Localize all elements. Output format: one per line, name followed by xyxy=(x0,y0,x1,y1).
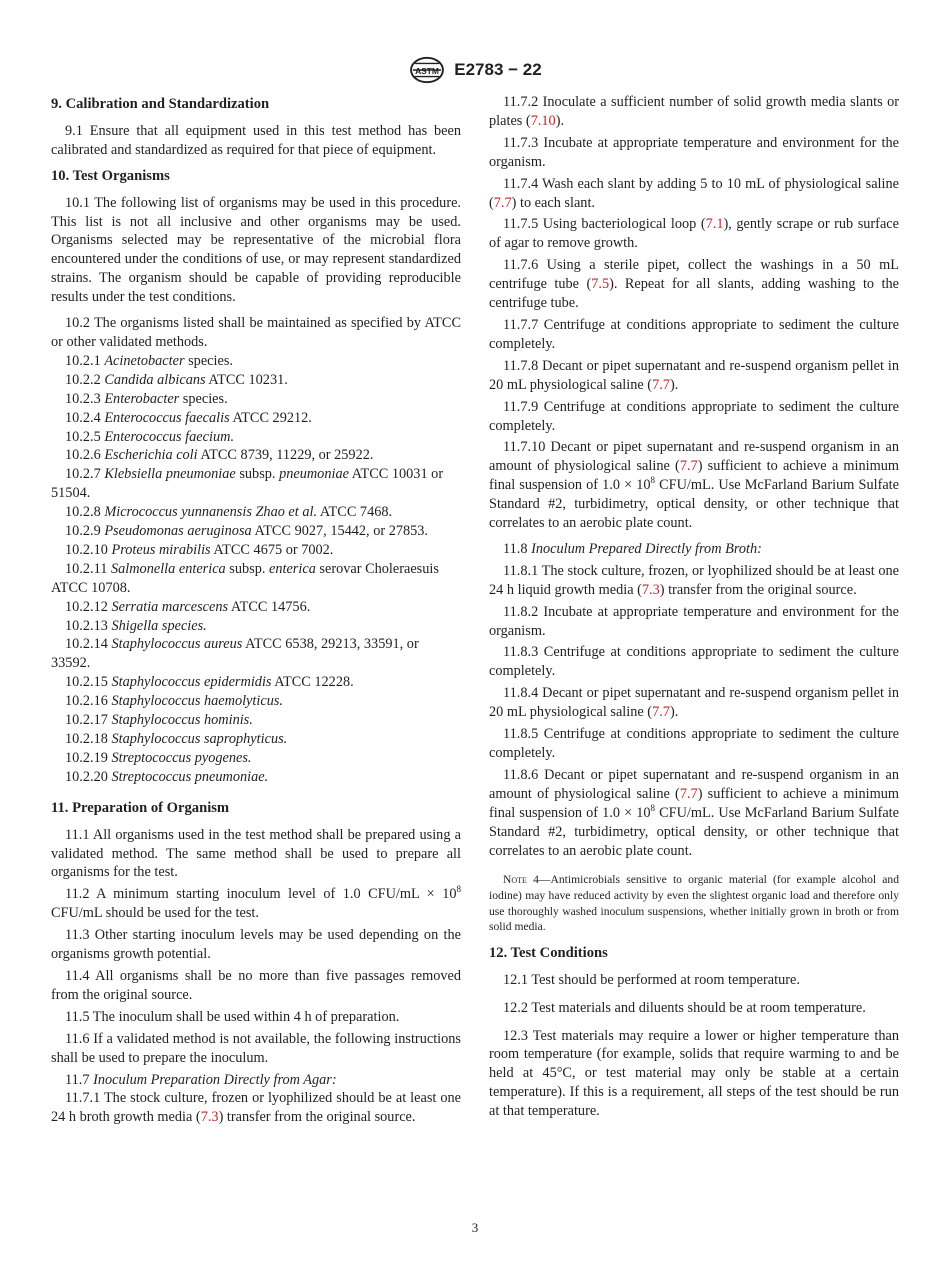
list-item-number: 10.2.9 xyxy=(65,523,101,540)
superscript: 8 xyxy=(456,884,461,895)
text: ATCC 29212. xyxy=(229,409,312,426)
list-item xyxy=(51,692,461,711)
page-number: 3 xyxy=(471,1220,479,1235)
left-column xyxy=(51,93,461,1130)
text: ATCC 6538, 29213, 33591, or 33592. xyxy=(51,636,419,672)
organism-name: Staphylococcus hominis. xyxy=(111,712,253,729)
organism-name: Staphylococcus saprophyticus. xyxy=(111,731,288,747)
text: 11.7.1 The stock culture, frozen or lyophilized should be at least one 24 h broth growth media ( xyxy=(51,1090,461,1126)
text: ATCC 14756. xyxy=(228,598,311,615)
italic-text: Inoculum Prepared Directly from Broth: xyxy=(531,540,762,557)
organism-name: Candida albicans xyxy=(104,371,206,388)
list-item xyxy=(51,522,461,541)
list-item-number: 10.2.2 xyxy=(65,371,101,388)
text: ) sufficient to achieve a minimum final suspension of 1.0 × 10 xyxy=(489,458,899,494)
note xyxy=(489,872,899,934)
section-heading: 12. Test Conditions xyxy=(489,944,608,961)
text: CFU/mL. Use McFarland Barium Sulfate Standard #2, turbidimetry, optical density, or other technique that correlates to an aerobic plate count. xyxy=(489,804,899,859)
text: ). xyxy=(669,704,679,721)
paragraph xyxy=(51,1071,461,1090)
text: ). Repeat for all slants, adding washing to the centrifuge tube. xyxy=(489,276,899,312)
paragraph xyxy=(489,438,899,533)
paragraph: 11.7.9 Centrifuge at conditions appropriate to sediment the culture completely. xyxy=(489,398,899,434)
note-label: Note xyxy=(503,873,527,887)
list-item xyxy=(51,598,461,617)
list-item-number: 10.2.14 xyxy=(65,636,108,653)
text: 11.2 A minimum starting inoculum level of 1.0 CFU/mL × 10 xyxy=(65,886,457,903)
paragraph: 12.1 Test should be performed at room temperature. xyxy=(503,971,800,988)
superscript: 8 xyxy=(650,475,656,486)
text: ), gently scrape or rub surface of agar to remove growth. xyxy=(489,216,899,252)
paragraph: 11.7.3 Incubate at appropriate temperature and environment for the organism. xyxy=(489,134,899,170)
text: 11.7.8 Decant or pipet supernatant and re-suspend organism pellet in 20 mL physiological saline ( xyxy=(489,357,899,393)
list-item xyxy=(51,768,461,787)
text: ATCC 9027, 15442, or 27853. xyxy=(251,523,429,540)
cross-reference-link[interactable]: 7.3 xyxy=(641,581,660,598)
paragraph: 11.1 All organisms used in the test method shall be prepared using a validated method. The same method shall be used to prepare all organisms for the test. xyxy=(51,826,461,881)
list-item xyxy=(51,541,461,560)
organism-name: Serratia marcescens xyxy=(111,598,229,615)
list-item-number: 10.2.18 xyxy=(65,731,108,747)
cross-reference-link[interactable]: 7.7 xyxy=(652,704,670,721)
text: subsp. xyxy=(235,466,280,483)
paragraph: 11.4 All organisms shall be no more than five passages removed from the original source. xyxy=(51,967,461,1003)
paragraph xyxy=(51,885,461,923)
text: 11.8.4 Decant or pipet supernatant and re-suspend organism pellet in 20 mL physiological saline ( xyxy=(489,685,899,721)
cross-reference-link[interactable]: 7.1 xyxy=(705,216,724,233)
paragraph: 11.3 Other starting inoculum levels may be used depending on the organisms growth potential. xyxy=(51,927,461,963)
paragraph xyxy=(51,1089,461,1127)
paragraph: 11.7.7 Centrifuge at conditions appropriate to sediment the culture completely. xyxy=(489,316,899,352)
paragraph: 11.8.2 Incubate at appropriate temperature and environment for the organism. xyxy=(489,603,899,639)
paragraph xyxy=(489,256,899,313)
cross-reference-link[interactable]: 7.3 xyxy=(200,1109,219,1126)
text: species. xyxy=(184,352,233,369)
text: ATCC 7468. xyxy=(317,504,393,521)
list-item xyxy=(51,730,461,749)
text: ATCC 8739, 11229, or 25922. xyxy=(197,447,374,464)
list-item xyxy=(51,428,461,447)
organism-list xyxy=(51,352,461,787)
text: ATCC 4675 or 7002. xyxy=(210,541,334,558)
text: 11.7.10 Decant or pipet supernatant and re-suspend organism in an amount of physiological saline ( xyxy=(489,439,899,475)
organism-name: Enterobacter xyxy=(104,390,180,407)
list-item-number: 10.2.16 xyxy=(65,693,108,710)
list-item-number: 10.2.8 xyxy=(65,504,101,521)
list-item xyxy=(51,390,461,409)
cross-reference-link[interactable]: 7.7 xyxy=(493,194,512,211)
text: ATCC 10031 or 51504. xyxy=(51,466,444,502)
list-item xyxy=(51,560,461,598)
paragraph: 11.8.3 Centrifuge at conditions appropriate to sediment the culture completely. xyxy=(489,644,899,680)
paragraph xyxy=(489,175,899,213)
paragraph xyxy=(489,93,899,131)
paragraph xyxy=(489,357,899,395)
paragraph: 12.2 Test materials and diluents should be at room temperature. xyxy=(503,999,866,1016)
logo-text: ASTM xyxy=(415,65,440,76)
organism-name: Streptococcus pneumoniae. xyxy=(111,768,269,785)
astm-logo-icon xyxy=(408,55,446,85)
list-item-number: 10.2.13 xyxy=(65,617,108,634)
section-heading: 11. Preparation of Organism xyxy=(51,799,230,816)
text: 11.7.6 Using a sterile pipet, collect the washings in a 50 mL centrifuge tube ( xyxy=(489,257,899,293)
organism-name: Pseudomonas aeruginosa xyxy=(104,523,252,540)
text: 11.7.4 Wash each slant by adding 5 to 10 mL of physiological saline ( xyxy=(489,175,899,211)
organism-name: Escherichia coli xyxy=(104,447,198,464)
list-item-number: 10.2.7 xyxy=(65,466,101,483)
text: 11.8.1 The stock culture, frozen, or lyophilized should be at least one 24 h liquid growth media ( xyxy=(489,562,899,598)
note-text: 4—Antimicrobials sensitive to organic material (for example alcohol and iodine) may have reduced activity by even the slightest organic load and therefore only use thoroughly washed inoculum suspensions, whether initially grown in broth or from solid media. xyxy=(489,873,899,934)
organism-name: Staphylococcus haemolyticus. xyxy=(111,693,283,710)
paragraph: 11.5 The inoculum shall be used within 4 h of preparation. xyxy=(65,1008,400,1025)
right-column xyxy=(489,93,899,1124)
text: ATCC 12228. xyxy=(271,674,354,691)
cross-reference-link[interactable]: 7.5 xyxy=(591,276,610,293)
list-item-number: 10.2.11 xyxy=(65,560,108,577)
text: ) transfer from the original source. xyxy=(218,1109,416,1126)
document-designation: E2783 − 22 xyxy=(454,60,542,79)
text: subsp. xyxy=(225,560,269,577)
list-item xyxy=(51,617,461,636)
list-item xyxy=(51,352,461,371)
text: ). xyxy=(555,112,565,129)
list-item xyxy=(51,409,461,428)
text: species. xyxy=(179,390,228,407)
list-item-number: 10.2.3 xyxy=(65,390,101,407)
text: ). xyxy=(669,376,679,393)
organism-name: Staphylococcus epidermidis xyxy=(111,674,272,691)
list-item xyxy=(51,465,461,503)
paragraph xyxy=(489,540,899,559)
list-item-number: 10.2.10 xyxy=(65,541,108,558)
list-item xyxy=(51,446,461,465)
section-heading: 10. Test Organisms xyxy=(51,167,170,184)
organism-name: Acinetobacter xyxy=(104,352,185,369)
paragraph xyxy=(489,766,899,861)
text: 11.7 xyxy=(65,1071,94,1088)
organism-name: Salmonella enterica xyxy=(110,560,226,577)
text: ) transfer from the original source. xyxy=(659,581,857,598)
list-item-number: 10.2.6 xyxy=(65,447,101,464)
organism-name: Proteus mirabilis xyxy=(111,541,211,558)
organism-name: Shigella species. xyxy=(111,617,207,634)
text: 11.8 xyxy=(503,540,532,557)
organism-name: Enterococcus faecium. xyxy=(104,428,235,445)
list-item-number: 10.2.17 xyxy=(65,712,108,729)
cross-reference-link[interactable]: 7.10 xyxy=(530,112,556,129)
list-item xyxy=(51,503,461,522)
paragraph: 10.2 The organisms listed shall be maintained as specified by ATCC or other validated methods. xyxy=(51,315,461,350)
organism-name: Micrococcus yunnanensis Zhao et al. xyxy=(104,504,318,521)
text: 11.7.5 Using bacteriological loop ( xyxy=(503,216,706,233)
text: serovar Choleraesuis ATCC 10708. xyxy=(51,560,439,596)
list-item-number: 10.2.15 xyxy=(65,674,108,691)
list-item xyxy=(51,635,461,673)
text: 11.7.2 Inoculate a sufficient number of solid growth media slants or plates ( xyxy=(489,94,899,129)
text: ) to each slant. xyxy=(511,194,596,211)
paragraph xyxy=(489,215,899,253)
text: ATCC 10231. xyxy=(205,371,288,388)
paragraph: 10.1 The following list of organisms may be used in this procedure. This list is not all inclusive and other organisms may be used. Organisms selected may be representative of the microbial flora encountered under the conditions of use, or may represent standardized strains. The organism should be capable of providing reproducible results under the test conditions. xyxy=(51,194,461,306)
italic-text: Inoculum Preparation Directly from Agar: xyxy=(93,1071,337,1088)
list-item xyxy=(51,371,461,390)
list-item-number: 10.2.5 xyxy=(65,428,101,445)
text: ) sufficient to achieve a minimum final suspension of 1.0 × 10 xyxy=(489,785,899,821)
paragraph: 9.1 Ensure that all equipment used in this test method has been calibrated and standardized as required for that piece of equipment. xyxy=(51,122,461,158)
superscript: 8 xyxy=(650,802,656,813)
organism-name: Streptococcus pyogenes. xyxy=(111,749,252,766)
organism-name: Staphylococcus aureus xyxy=(111,636,243,653)
list-item xyxy=(51,749,461,768)
paragraph: 12.3 Test materials may require a lower or higher temperature than room temperature (for example, solids that require warming to and be held at 45°C, or test material may only be stable at a certain temperature). If this is a requirement, all steps of the test should be run at that temperature. xyxy=(489,1027,899,1120)
text: CFU/mL. Use McFarland Barium Sulfate Standard #2, turbidimetry, optical density, or other technique that correlates to an aerobic plate count. xyxy=(489,477,899,532)
paragraph: 11.8.5 Centrifuge at conditions appropriate to sediment the culture completely. xyxy=(489,726,899,761)
paragraph xyxy=(489,684,899,722)
list-item-number: 10.2.20 xyxy=(65,768,108,785)
text: 11.8.6 Decant or pipet supernatant and re-suspend organism in an amount of physiological saline ( xyxy=(489,766,899,802)
organism-name: Enterococcus faecalis xyxy=(104,409,230,426)
list-item xyxy=(51,711,461,730)
cross-reference-link[interactable]: 7.7 xyxy=(679,785,698,802)
cross-reference-link[interactable]: 7.7 xyxy=(652,376,670,393)
list-item-number: 10.2.4 xyxy=(65,409,101,426)
list-item-number: 10.2.12 xyxy=(65,598,108,615)
organism-subspecies: pneumoniae xyxy=(279,466,349,483)
list-item-number: 10.2.19 xyxy=(65,749,108,766)
paragraph xyxy=(489,562,899,600)
paragraph: 11.6 If a validated method is not available, the following instructions shall be used to prepare the inoculum. xyxy=(51,1030,461,1066)
organism-name: Klebsiella pneumoniae xyxy=(104,466,236,483)
cross-reference-link[interactable]: 7.7 xyxy=(679,458,698,475)
page-header xyxy=(0,54,950,86)
section-heading: 9. Calibration and Standardization xyxy=(51,96,270,112)
list-item-number: 10.2.1 xyxy=(65,352,101,369)
list-item xyxy=(51,673,461,692)
organism-subspecies: enterica xyxy=(269,560,316,577)
text: CFU/mL should be used for the test. xyxy=(51,905,259,922)
